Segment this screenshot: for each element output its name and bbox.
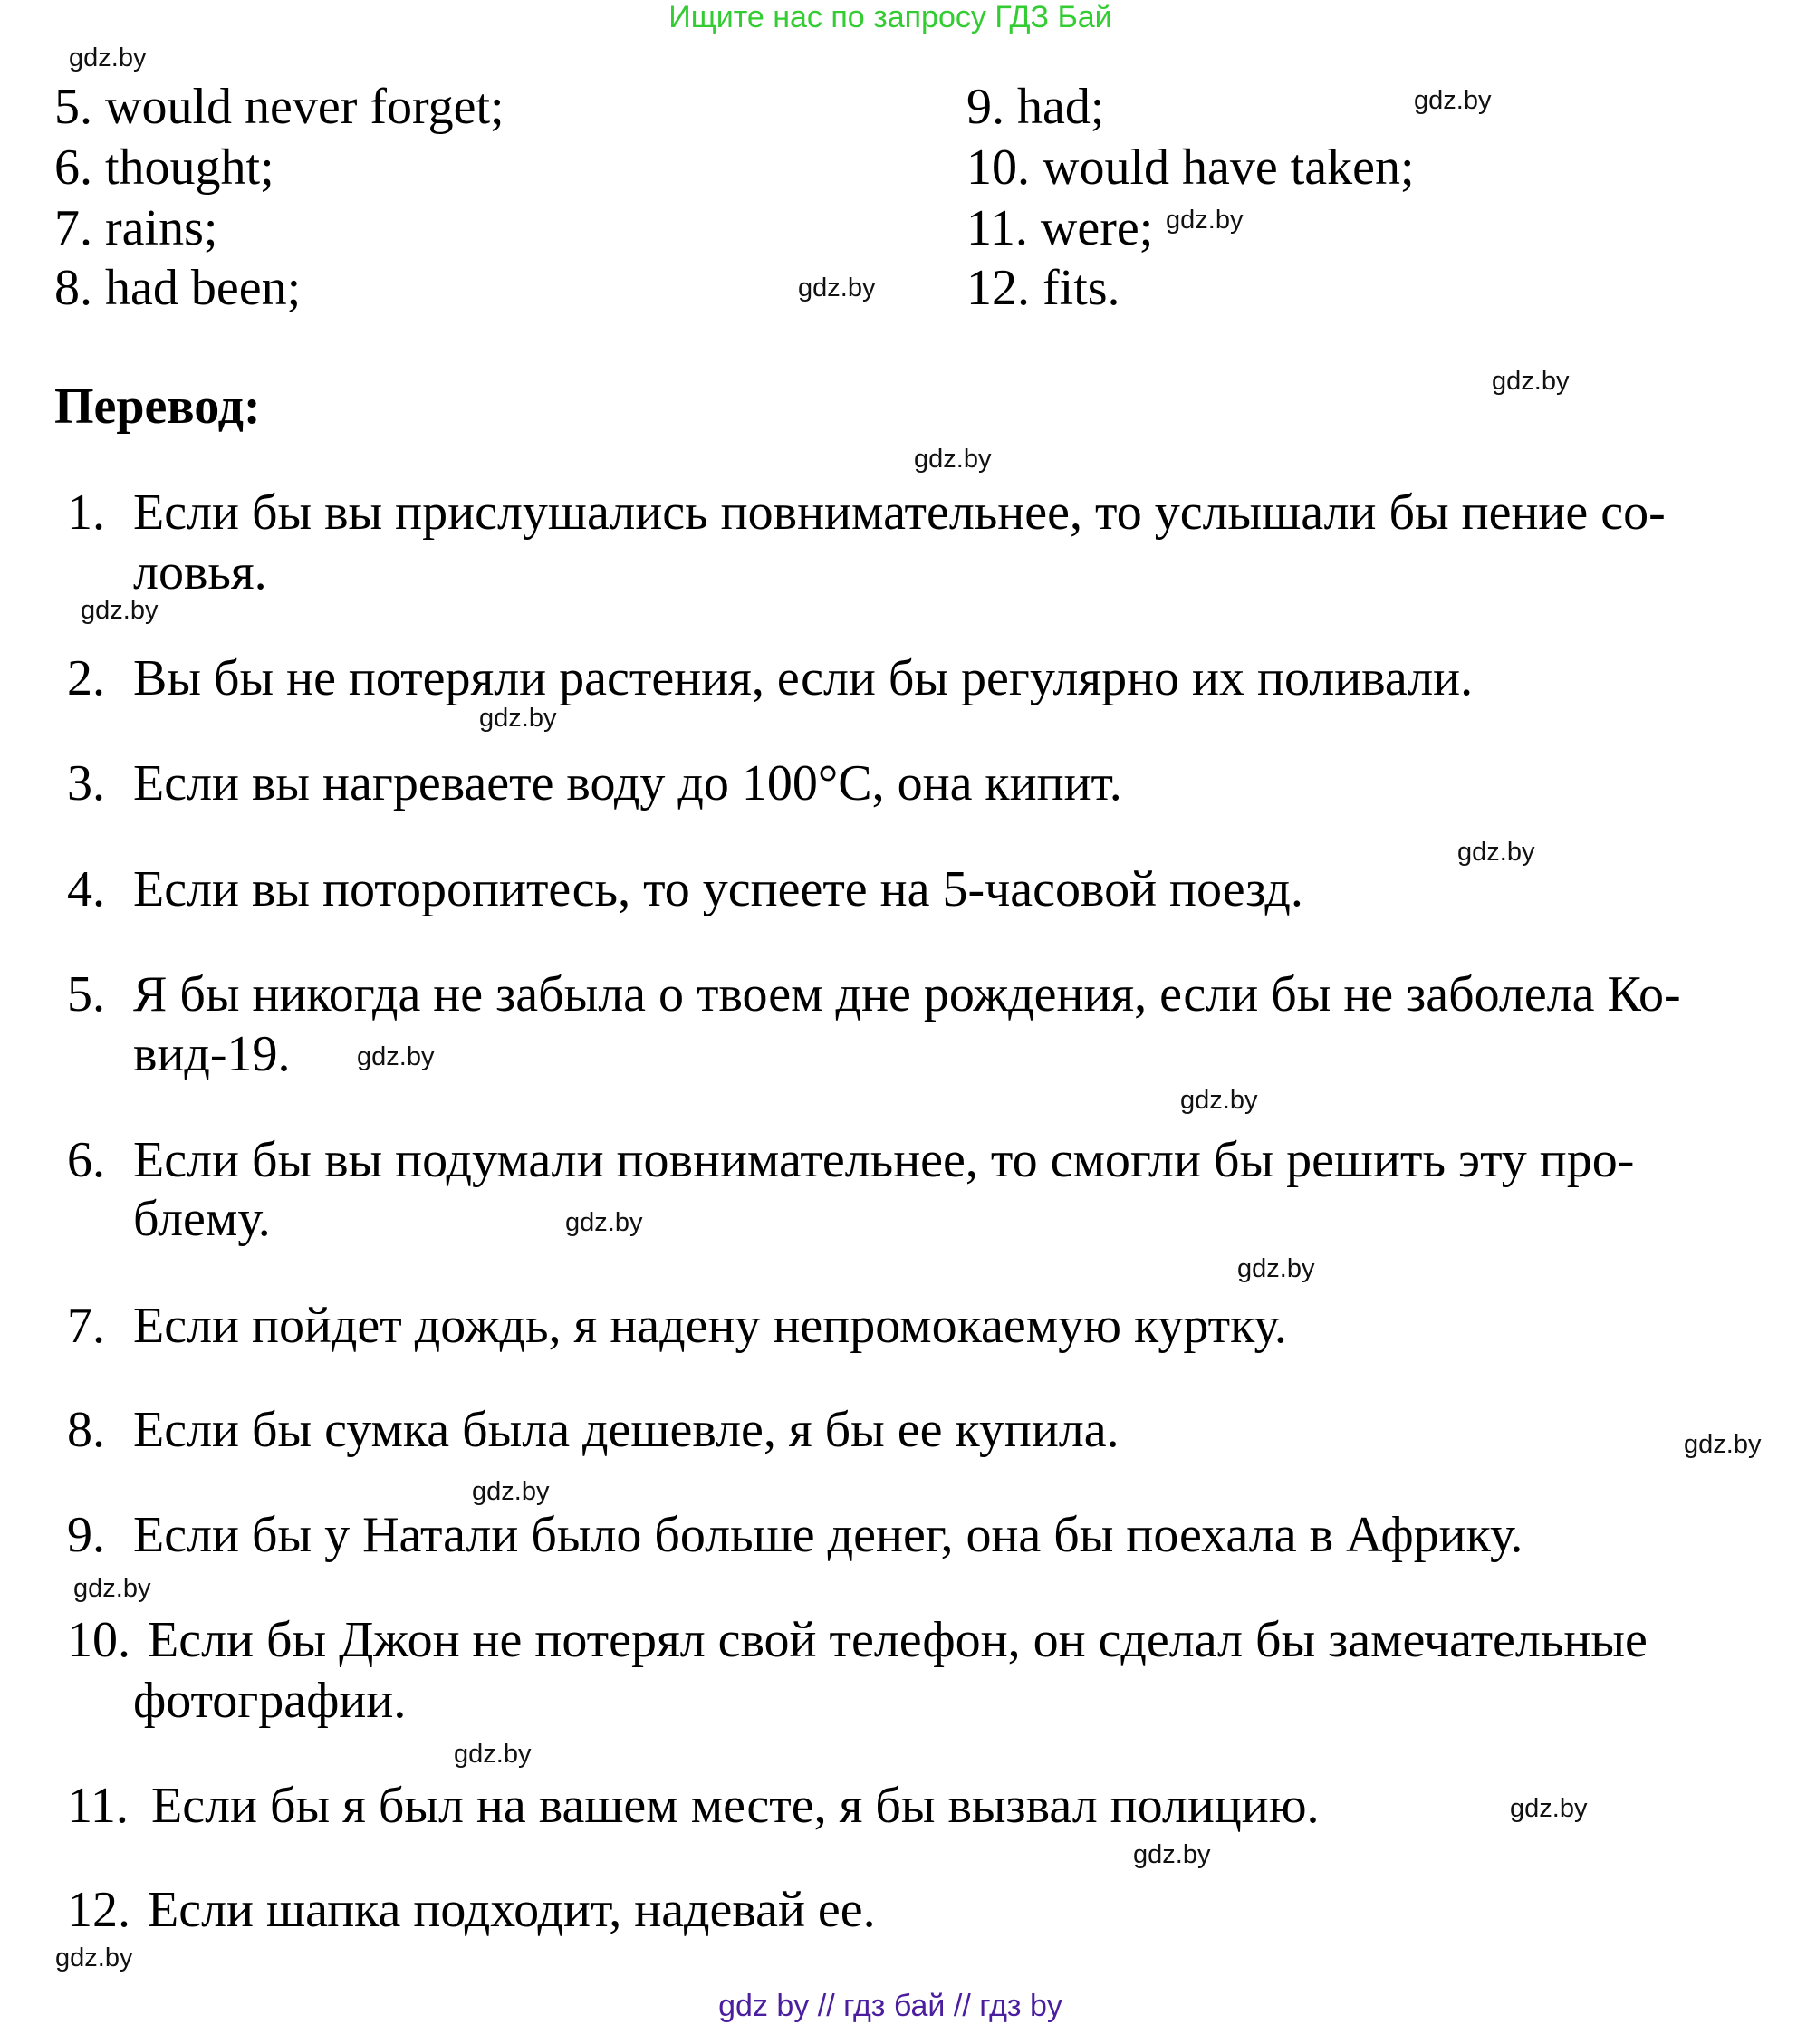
item-text: Если пойдет дождь, я надену непромокаемую куртку. bbox=[133, 1298, 1287, 1354]
answer-9: 9. had; bbox=[966, 79, 1105, 135]
item-text: ловья. bbox=[133, 544, 267, 600]
item-text: Вы бы не потеряли растения, если бы регулярно их поливали. bbox=[133, 650, 1474, 706]
watermark: gdz.by bbox=[1457, 838, 1535, 867]
watermark: gdz.by bbox=[69, 43, 147, 72]
watermark: gdz.by bbox=[1492, 367, 1570, 396]
item-number: 11. bbox=[67, 1778, 129, 1834]
watermark: gdz.by bbox=[472, 1477, 550, 1506]
item-number: 1. bbox=[67, 485, 105, 541]
item-text: блему. bbox=[133, 1191, 271, 1247]
item-text: Если вы поторопитесь, то успеете на 5-часовой поезд. bbox=[133, 861, 1303, 917]
item-number: 7. bbox=[67, 1298, 105, 1354]
item-text: Если бы вы прислушались повнимательнее, то услышали бы пение со- bbox=[133, 485, 1666, 541]
watermark: gdz.by bbox=[1684, 1430, 1762, 1459]
watermark: gdz.by bbox=[1166, 206, 1244, 235]
item-number: 6. bbox=[67, 1132, 105, 1188]
item-text: Если шапка подходит, надевай ее. bbox=[148, 1882, 876, 1938]
item-number: 12. bbox=[67, 1882, 130, 1938]
item-number: 9. bbox=[67, 1507, 105, 1563]
item-number: 8. bbox=[67, 1402, 105, 1458]
watermark: gdz.by bbox=[1180, 1086, 1258, 1115]
watermark: gdz.by bbox=[357, 1042, 435, 1071]
item-text: Если бы я был на вашем месте, я бы вызвал полицию. bbox=[151, 1778, 1320, 1834]
search-banner: Ищите нас по запросу ГДЗ Бай bbox=[668, 0, 1112, 34]
item-text: Я бы никогда не забыла о твоем дне рождения, если бы не заболела Ко- bbox=[133, 966, 1681, 1022]
watermark: gdz.by bbox=[798, 273, 876, 302]
answer-7: 7. rains; bbox=[54, 200, 218, 256]
translation-heading: Перевод: bbox=[54, 379, 261, 435]
item-text: Если бы сумка была дешевле, я бы ее купила. bbox=[133, 1402, 1120, 1458]
footer-links[interactable]: gdz by // гдз бай // гдз by bbox=[718, 1989, 1062, 2023]
item-text: Если бы Джон не потерял свой телефон, он сделал бы замечательные bbox=[148, 1612, 1648, 1668]
item-text: вид-19. bbox=[133, 1026, 291, 1082]
item-text: фотографии. bbox=[133, 1673, 407, 1729]
answer-12: 12. fits. bbox=[966, 260, 1120, 316]
answer-11: 11. were; bbox=[966, 200, 1154, 256]
item-text: Если бы у Натали было больше денег, она бы поехала в Африку. bbox=[133, 1507, 1523, 1563]
item-text: Если бы вы подумали повнимательнее, то смогли бы решить эту про- bbox=[133, 1132, 1635, 1188]
watermark: gdz.by bbox=[914, 445, 992, 474]
answer-8: 8. had been; bbox=[54, 260, 302, 316]
answer-10: 10. would have taken; bbox=[966, 139, 1415, 196]
answer-5: 5. would never forget; bbox=[54, 79, 505, 135]
watermark: gdz.by bbox=[81, 596, 159, 625]
item-text: Если вы нагреваете воду до 100°C, она кипит. bbox=[133, 755, 1122, 811]
item-number: 10. bbox=[67, 1612, 130, 1668]
watermark: gdz.by bbox=[1510, 1794, 1588, 1823]
watermark: gdz.by bbox=[73, 1574, 151, 1603]
item-number: 5. bbox=[67, 966, 105, 1022]
watermark: gdz.by bbox=[1237, 1254, 1315, 1283]
item-number: 4. bbox=[67, 861, 105, 917]
watermark: gdz.by bbox=[565, 1208, 643, 1237]
watermark: gdz.by bbox=[454, 1740, 532, 1769]
item-number: 3. bbox=[67, 755, 105, 811]
answer-6: 6. thought; bbox=[54, 139, 274, 196]
watermark: gdz.by bbox=[1414, 86, 1492, 115]
watermark: gdz.by bbox=[1133, 1840, 1211, 1869]
watermark: gdz.by bbox=[479, 704, 557, 733]
watermark: gdz.by bbox=[55, 1943, 133, 1972]
item-number: 2. bbox=[67, 650, 105, 706]
